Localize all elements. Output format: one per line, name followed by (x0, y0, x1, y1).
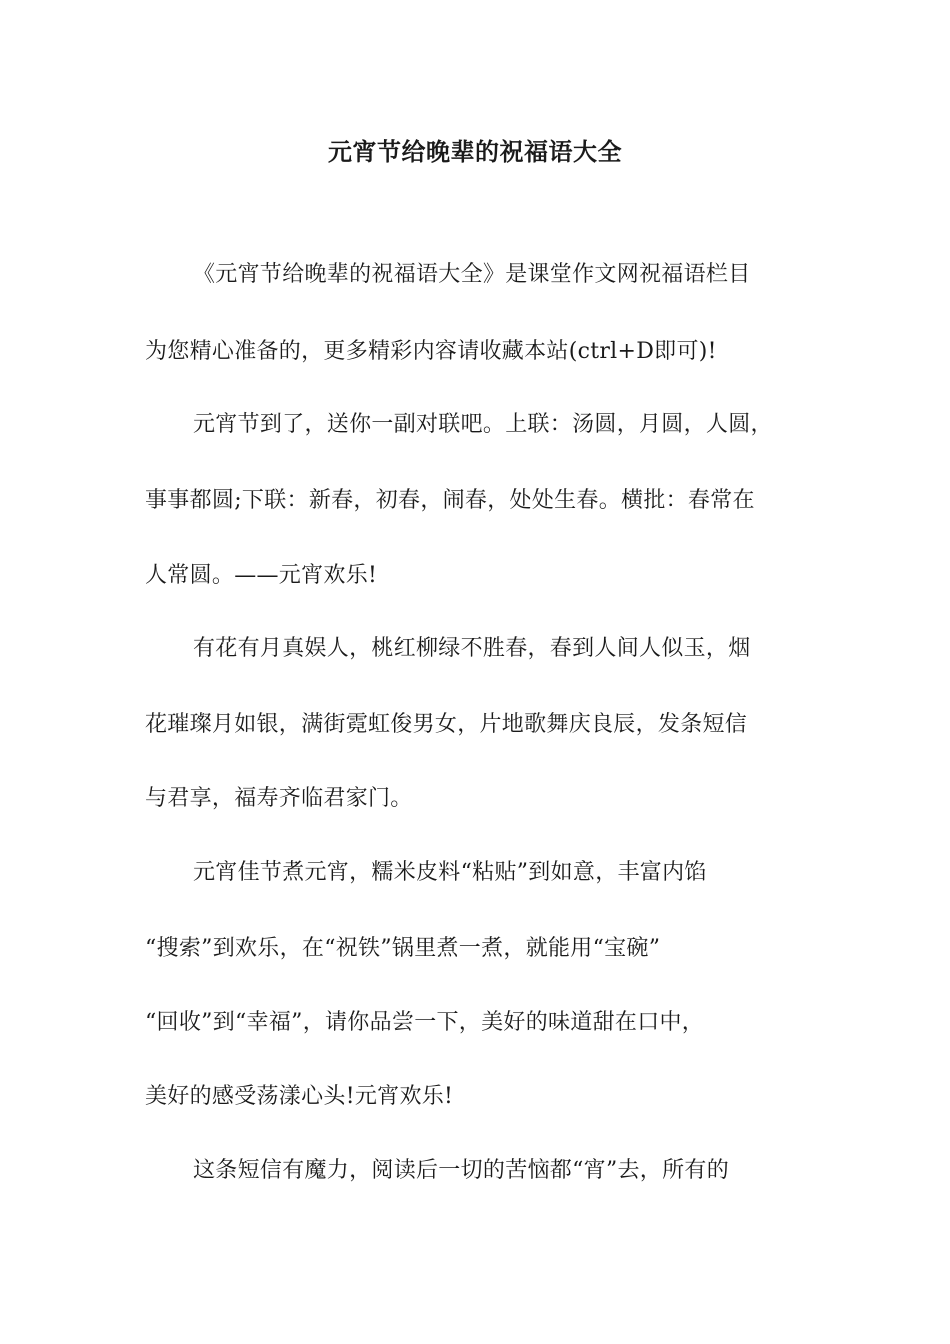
paragraph-line: 与君享，福寿齐临君家门。 (145, 786, 413, 811)
paragraph-line: 为您精心准备的，更多精彩内容请收藏本站(ctrl+D即可)! (145, 339, 717, 364)
paragraph-line: 有花有月真娱人，桃红柳绿不胜春，春到人间人似玉，烟 (193, 636, 751, 661)
paragraph-line: 《元宵节给晚辈的祝福语大全》是课堂作文网祝福语栏目 (193, 262, 751, 287)
paragraph-line: 人常圆。——元宵欢乐! (145, 563, 378, 588)
paragraph-line: “搜索”到欢乐，在“祝铁”锅里煮一煮，就能用“宝碗” (145, 936, 661, 961)
paragraph-line: “回收”到“幸福”，请你品尝一下，美好的味道甜在口中， (145, 1010, 705, 1035)
paragraph-line: 元宵佳节煮元宵，糯米皮料“粘贴”到如意，丰富内馅 (193, 860, 707, 885)
paragraph-line: 元宵节到了，送你一副对联吧。上联：汤圆，月圆，人圆， (193, 412, 773, 437)
document-title: 元宵节给晚辈的祝福语大全 (328, 137, 622, 166)
paragraph-line: 事事都圆;下联：新春，初春，闹春，处处生春。横批：春常在 (145, 488, 755, 513)
paragraph-line: 这条短信有魔力，阅读后一切的苦恼都“宵”去，所有的 (193, 1158, 729, 1183)
paragraph-line: 花璀璨月如银，满街霓虹俊男女，片地歌舞庆良辰，发条短信 (145, 712, 748, 737)
paragraph-line: 美好的感受荡漾心头!元宵欢乐! (145, 1084, 454, 1109)
